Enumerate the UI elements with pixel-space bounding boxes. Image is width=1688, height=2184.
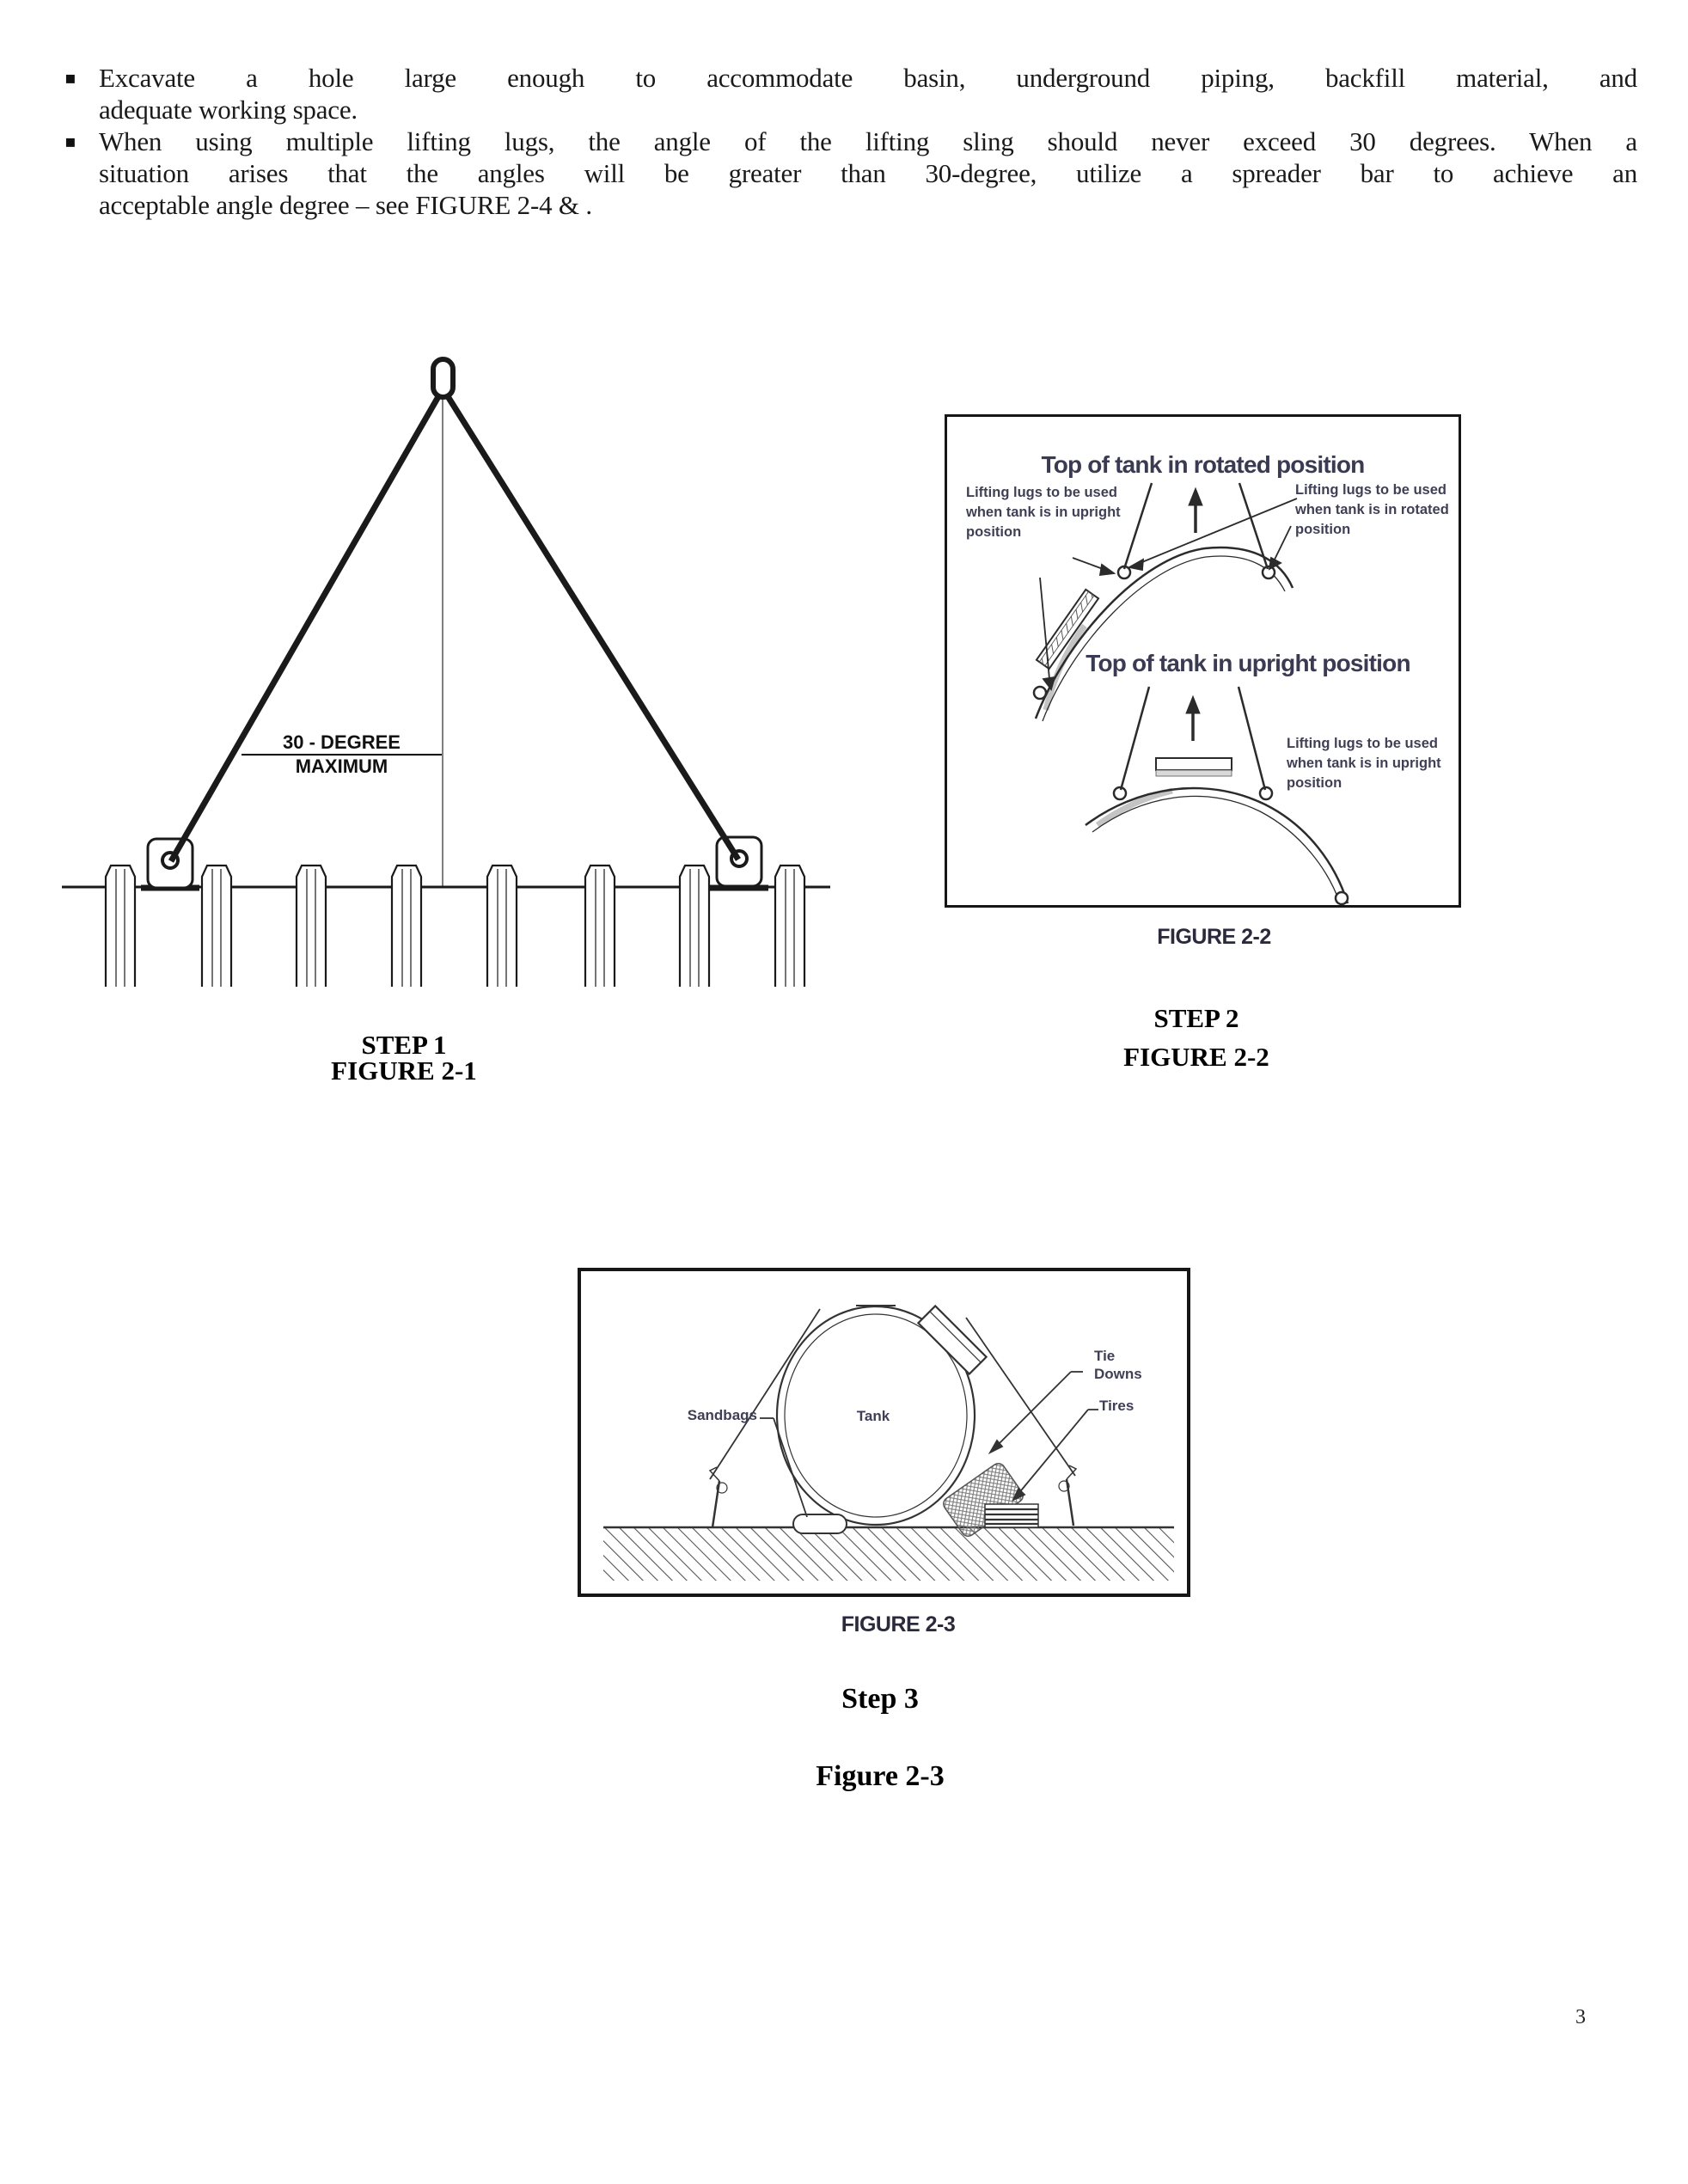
- bullet-line: acceptable angle degree – see FIGURE 2-4 & .: [99, 190, 592, 220]
- bullet-item-excavate: [64, 62, 1642, 125]
- bullet-list: [64, 62, 1642, 221]
- bullet-line: adequate working space.: [99, 95, 358, 125]
- tank-ribs: [106, 866, 804, 987]
- bullet-item-lifting-lugs: [64, 125, 1642, 221]
- tires-label: Tires: [1099, 1398, 1135, 1414]
- rotated-position-title: Top of tank in rotated position: [1041, 451, 1365, 478]
- up-arrow-icon: [1186, 696, 1200, 713]
- page-number: 3: [1575, 2006, 1586, 2028]
- sandbags-label: Sandbags: [687, 1407, 757, 1423]
- figure-label: FIGURE 2-1: [331, 1055, 477, 1086]
- bullet-line: situation arises that the angles will be greater than 30-degree, utilize a spreader bar to achieve an: [99, 158, 1637, 188]
- tank-label: Tank: [856, 1408, 890, 1424]
- upright-tank-top: [1086, 687, 1348, 904]
- figure-2-3-panel: [578, 1268, 1190, 1597]
- sandbag: [793, 1514, 847, 1533]
- step-2-caption: [1003, 1004, 1390, 1072]
- tie-downs-label: Tie Downs: [1094, 1348, 1142, 1382]
- up-arrow-icon: [1189, 488, 1202, 505]
- step-label: STEP 1: [361, 1030, 447, 1060]
- step-label: STEP 2: [1153, 1003, 1239, 1033]
- left-lifting-lug: [141, 839, 199, 888]
- ground-hatch: [603, 1527, 1174, 1581]
- angle-label-bottom: MAXIMUM: [295, 756, 388, 777]
- upright-lug-side: [1034, 687, 1046, 699]
- figure-2-3-label: Figure 2-3: [816, 1760, 945, 1792]
- step-1-caption: [211, 1032, 597, 1084]
- right-lifting-lug: [710, 837, 768, 888]
- figure-2-2-caption: FIGURE 2-2: [1157, 925, 1271, 949]
- upright-position-title: Top of tank in upright position: [1086, 650, 1410, 676]
- sling-angle-line-art: [52, 344, 842, 988]
- bullet-square-icon: ▪: [64, 131, 76, 151]
- figure-2-3-caption: FIGURE 2-3: [841, 1612, 956, 1636]
- note-upright-lugs: Lifting lugs to be used when tank is in upright position: [966, 485, 1121, 540]
- bullet-text: [99, 125, 1637, 221]
- bullet-square-icon: ▪: [64, 67, 76, 88]
- bullet-line: Excavate a hole large enough to accommodate basin, underground piping, backfill material, and: [99, 63, 1637, 93]
- shackle-icon: [433, 359, 453, 397]
- angle-limit-label: [242, 732, 442, 777]
- note-upright-lugs-2: Lifting lugs to be used when tank is in upright position: [1287, 736, 1441, 791]
- figure-label: FIGURE 2-2: [1123, 1042, 1269, 1072]
- side-lug: [1336, 892, 1348, 904]
- tires-stack: [985, 1504, 1038, 1527]
- step-3-caption: Step 3: [841, 1683, 919, 1715]
- figure-2-1-sling-diagram: [52, 344, 842, 988]
- angle-label-top: 30 - DEGREE: [283, 731, 401, 753]
- figure-2-2-panel: [945, 414, 1461, 908]
- bullet-text: [99, 62, 1637, 125]
- tank-tiedown-line-art: [581, 1271, 1187, 1594]
- manway-upright: [1156, 758, 1232, 770]
- bullet-line: When using multiple lifting lugs, the angle of the lifting sling should never exceed 30 degrees. When a: [99, 126, 1637, 156]
- note-rotated-lugs: Lifting lugs to be used when tank is in rotated position: [1295, 482, 1449, 537]
- sling-legs: [171, 394, 738, 861]
